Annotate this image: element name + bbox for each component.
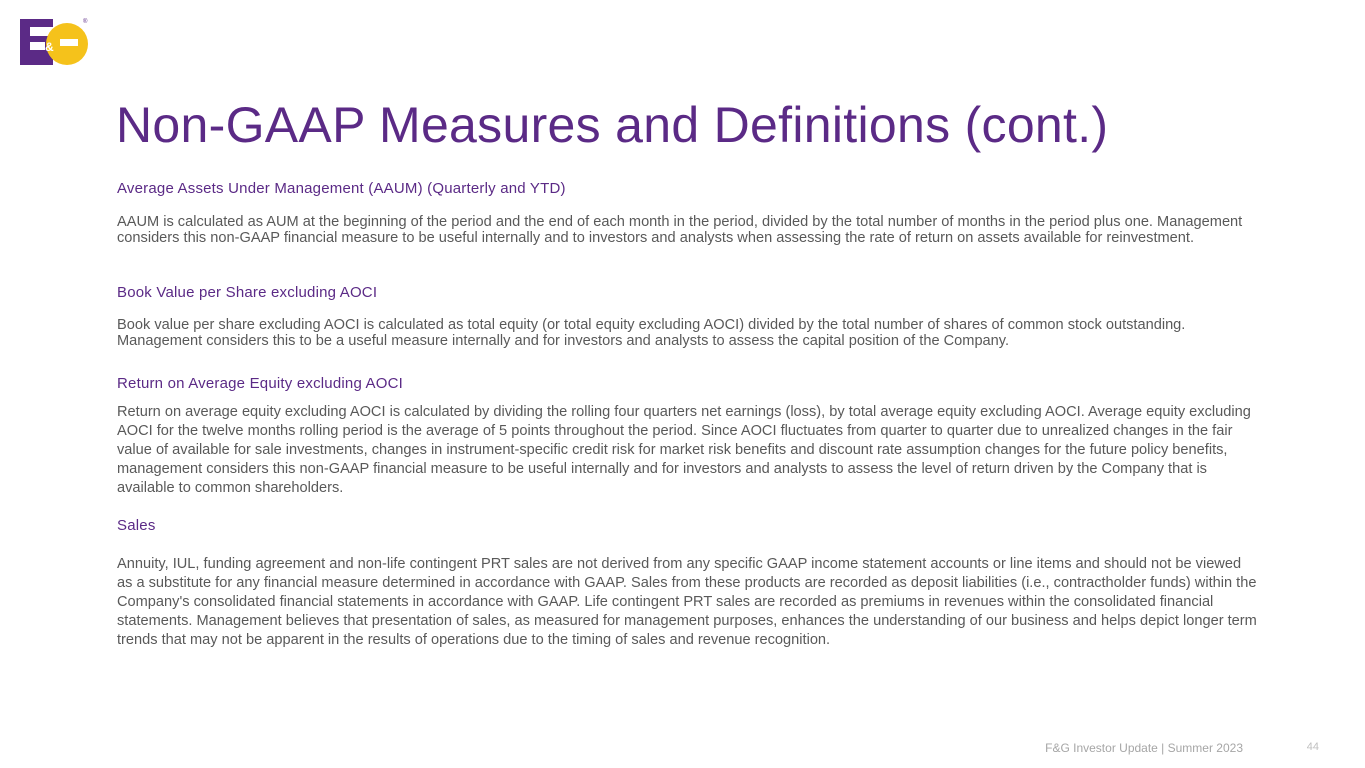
section-heading-return-on-equity: Return on Average Equity excluding AOCI [117,375,404,392]
section-heading-book-value: Book Value per Share excluding AOCI [117,284,378,301]
section-heading-aaum: Average Assets Under Management (AAUM) (Quarterly and YTD) [117,180,566,197]
section-heading-sales: Sales [117,517,156,534]
page-title: Non-GAAP Measures and Definitions (cont.) [116,97,1109,153]
section-body-sales: Annuity, IUL, funding agreement and non-life contingent PRT sales are not derived from any specific GAAP income statement accounts or line items and should not be viewed as a substitute for any financial measure determined in accordance with GAAP. Sales from these products are recorded as deposit liabilities (i.e., contractholder funds) within the Company's consolidated financial statements in accordance with GAAP. Life contingent PRT sales are recorded as premiums in revenues within the consolidated financial statements. Management believes that presentation of sales, as measured for management purposes, enhances the understanding of our business and helps depict longer term trends that may not be apparent in the results of operations due to the timing of sales and revenue recognition. [117,556,1257,648]
fg-logo [20,17,90,67]
section-body-aaum: AAUM is calculated as AUM at the beginning of the period and the end of each month in the period, divided by the total number of months in the period plus one. Management considers this non-GAAP financial measure to be useful internally and to investors and analysts when assessing the rate of return on assets available for reinvestment. [117,214,1243,246]
section-body-book-value: Book value per share excluding AOCI is calculated as total equity (or total equity excluding AOCI) divided by the total number of shares of common stock outstanding. Management considers this to be a useful measure internally and for investors and analysts to assess the capital position of the Company. [117,317,1186,349]
svg-text:&: & [45,40,54,54]
page-number: 44 [1306,741,1319,753]
footer-text: F&G Investor Update | Summer 2023 [1045,741,1243,755]
registered-mark: ® [83,19,88,25]
section-body-return-on-equity: Return on average equity excluding AOCI is calculated by dividing the rolling four quarters net earnings (loss), by total average equity excluding AOCI. Average equity excluding AOCI for the twelve months rolling period is the average of 5 points throughout the period. Since AOCI fluctuates from quarter to quarter due to unrealized changes in the fair value of available for sale investments, changes in instrument-specific credit risk for market risk benefits and discount rate assumption changes for the future policy benefits, management considers this non-GAAP financial measure to be useful internally and for investors and analysts to assess the level of return driven by the Company that is available to common shareholders. [117,404,1251,496]
